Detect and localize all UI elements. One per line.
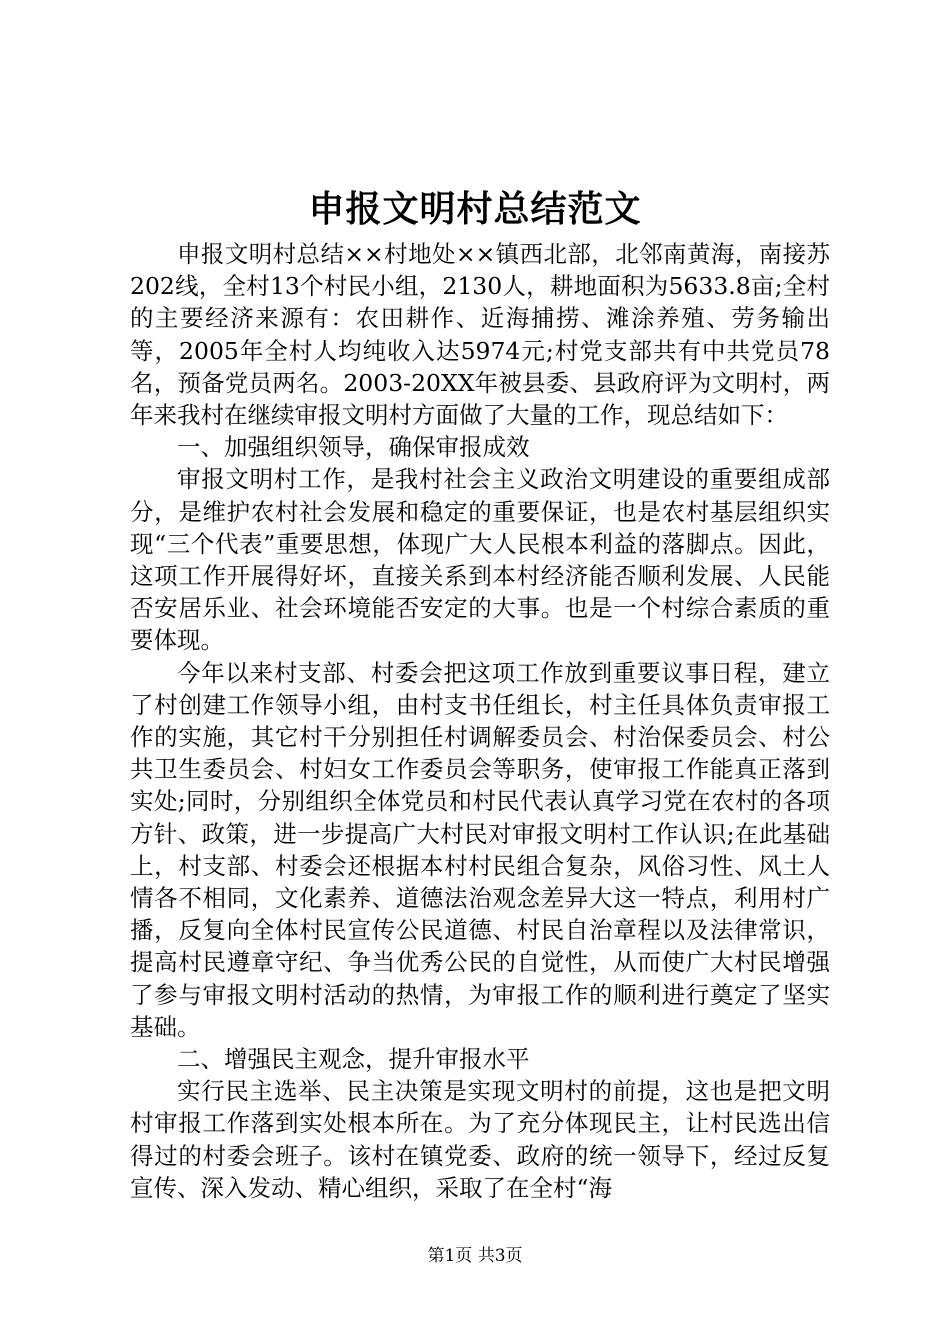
paragraph-intro: 申报文明村总结××村地处××镇西北部，北邻南黄海，南接苏202线，全村13个村民小组，2130人，耕地面积为5633.8亩;全村的主要经济来源有：农田耕作、近海捕捞、滩涂养殖、劳务输出等，2005年全村人均纯收入达5974元;村党支部共有中共党员78名，预备党员两名。2003-20XX年被县委、县政府评为文明村，两年来我村在继续审报文明村方面做了大量的工作，现总结如下： <box>130 240 830 430</box>
section-heading-2: 二、增强民主观念，提升审报水平 <box>177 1045 530 1074</box>
document-title: 申报文明村总结范文 <box>308 188 642 230</box>
paragraph-section-2a: 实行民主选举、民主决策是实现文明村的前提，这也是把文明村审报工作落到实处根本所在。为了充分体现民主，让村民选出信得过的村委会班子。该村在镇党委、政府的统一领导下，经过反复宣传、深入发动、精心组织，采取了在全村“海 <box>130 1077 830 1202</box>
page-footer: 第1页 共3页 <box>427 1246 523 1266</box>
document-body <box>130 238 830 1204</box>
paragraph-section-1a: 审报文明村工作，是我村社会主义政治文明建设的重要组成部分，是维护农村社会发展和稳定的重要保证，也是农村基层组织实现“三个代表”重要思想，体现广大人民根本利益的落脚点。因此，这项工作开展得好坏，直接关系到本村经济能否顺利发展、人民能否安居乐业、社会环境能否安定的大事。也是一个村综合素质的重要体现。 <box>130 465 830 655</box>
section-heading-1: 一、加强组织领导，确保审报成效 <box>177 433 530 462</box>
paragraph-section-1b: 今年以来村支部、村委会把这项工作放到重要议事日程，建立了村创建工作领导小组，由村支书任组长，村主任具体负责审报工作的实施，其它村干分别担任村调解委员会、村治保委员会、村公共卫生委员会、村妇女工作委员会等职务，使审报工作能真正落到实处;同时，分别组织全体党员和村民代表认真学习党在农村的各项方针、政策，进一步提高广大村民对审报文明村工作认识;在此基础上，村支部、村委会还根据本村村民组合复杂，风俗习性、风土人情各不相同，文化素养、道德法治观念差异大这一特点，利用村广播，反复向全体村民宣传公民道德、村民自治章程以及法律常识，提高村民遵章守纪、争当优秀公民的自觉性，从而使广大村民增强了参与审报文明村活动的热情，为审报工作的顺利进行奠定了坚实基础。 <box>130 658 830 1041</box>
